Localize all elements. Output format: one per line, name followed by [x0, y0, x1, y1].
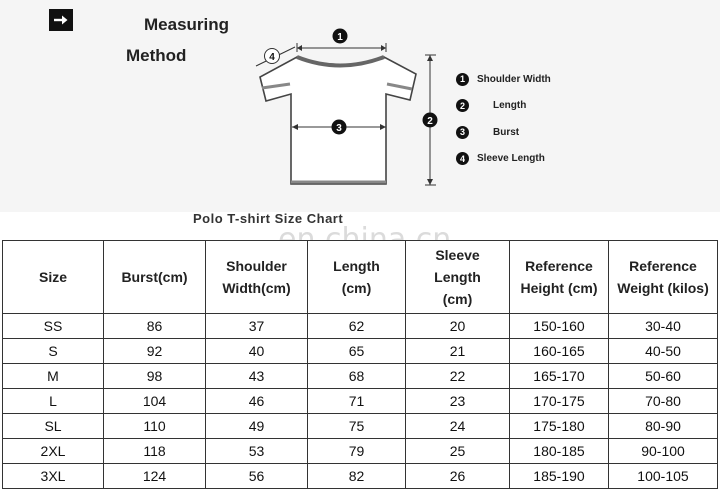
table-cell: 26	[406, 464, 510, 489]
table-cell: 104	[104, 389, 206, 414]
header-length: Length (cm)	[308, 241, 406, 314]
size-table	[2, 240, 718, 489]
table-cell: 50-60	[609, 364, 718, 389]
table-row	[3, 414, 718, 439]
legend-item-length	[456, 93, 551, 120]
table-cell: 53	[206, 439, 308, 464]
table-cell: 180-185	[510, 439, 609, 464]
table-cell: 86	[104, 314, 206, 339]
table-cell: 170-175	[510, 389, 609, 414]
legend-number: 1	[456, 73, 469, 86]
table-cell: 20	[406, 314, 510, 339]
table-cell: 24	[406, 414, 510, 439]
table-cell: 40-50	[609, 339, 718, 364]
table-cell: 92	[104, 339, 206, 364]
table-cell: 30-40	[609, 314, 718, 339]
size-chart-subtitle: Polo T-shirt Size Chart	[193, 211, 344, 226]
table-cell: 43	[206, 364, 308, 389]
svg-text:2: 2	[427, 116, 433, 127]
table-body	[3, 314, 718, 489]
svg-text:1: 1	[337, 32, 343, 43]
table-cell: 79	[308, 439, 406, 464]
table-cell: 75	[308, 414, 406, 439]
legend-label: Burst	[493, 126, 520, 138]
table-cell: SS	[3, 314, 104, 339]
table-row	[3, 439, 718, 464]
header-sleeve-length: Sleeve Length (cm)	[406, 241, 510, 314]
table-cell: 100-105	[609, 464, 718, 489]
table-cell: 160-165	[510, 339, 609, 364]
table-cell: 175-180	[510, 414, 609, 439]
table-row	[3, 364, 718, 389]
table-cell: 40	[206, 339, 308, 364]
table-cell: 2XL	[3, 439, 104, 464]
arrow-right-icon	[49, 9, 73, 31]
table-cell: 165-170	[510, 364, 609, 389]
marker-sleeve-length	[265, 49, 280, 64]
marker-shoulder-width	[333, 29, 348, 44]
table-row	[3, 314, 718, 339]
header-size: Size	[3, 241, 104, 314]
table-cell: 70-80	[609, 389, 718, 414]
table-row	[3, 339, 718, 364]
measuring-method-panel	[0, 0, 720, 212]
table-cell: 56	[206, 464, 308, 489]
table-cell: L	[3, 389, 104, 414]
legend-item-shoulder-width	[456, 66, 551, 93]
table-cell: 90-100	[609, 439, 718, 464]
table-cell: 65	[308, 339, 406, 364]
table-cell: S	[3, 339, 104, 364]
header-shoulder-width: Shoulder Width(cm)	[206, 241, 308, 314]
method-title-line1: Measuring	[144, 15, 230, 34]
table-cell: 68	[308, 364, 406, 389]
table-cell: 150-160	[510, 314, 609, 339]
table-cell: 3XL	[3, 464, 104, 489]
table-cell: 110	[104, 414, 206, 439]
method-title-line2: Method	[126, 46, 187, 65]
table-header-row	[3, 241, 718, 314]
table-cell: 22	[406, 364, 510, 389]
table-cell: SL	[3, 414, 104, 439]
table-cell: 185-190	[510, 464, 609, 489]
header-reference-weight: Reference Weight (kilos)	[609, 241, 718, 314]
legend-item-sleeve-length	[456, 146, 551, 173]
table-cell: 124	[104, 464, 206, 489]
legend-number: 3	[456, 126, 469, 139]
legend-label: Shoulder Width	[477, 73, 551, 85]
table-row	[3, 464, 718, 489]
table-cell: 80-90	[609, 414, 718, 439]
legend-item-burst	[456, 119, 551, 146]
t-shirt-diagram	[250, 25, 450, 195]
table-cell: 21	[406, 339, 510, 364]
table-cell: 98	[104, 364, 206, 389]
table-cell: 49	[206, 414, 308, 439]
table-row	[3, 389, 718, 414]
table-cell: 71	[308, 389, 406, 414]
marker-burst	[332, 120, 347, 135]
table-cell: 25	[406, 439, 510, 464]
svg-text:4: 4	[269, 52, 275, 63]
measurement-legend	[456, 66, 551, 172]
marker-length	[423, 113, 438, 128]
table-cell: 23	[406, 389, 510, 414]
svg-text:3: 3	[336, 123, 342, 134]
table-cell: 46	[206, 389, 308, 414]
header-burst: Burst(cm)	[104, 241, 206, 314]
table-cell: M	[3, 364, 104, 389]
header-reference-height: Reference Height (cm)	[510, 241, 609, 314]
legend-number: 4	[456, 152, 469, 165]
table-cell: 82	[308, 464, 406, 489]
legend-number: 2	[456, 99, 469, 112]
legend-label: Length	[493, 100, 527, 112]
table-cell: 62	[308, 314, 406, 339]
table-cell: 37	[206, 314, 308, 339]
table-cell: 118	[104, 439, 206, 464]
legend-label: Sleeve Length	[477, 153, 545, 165]
